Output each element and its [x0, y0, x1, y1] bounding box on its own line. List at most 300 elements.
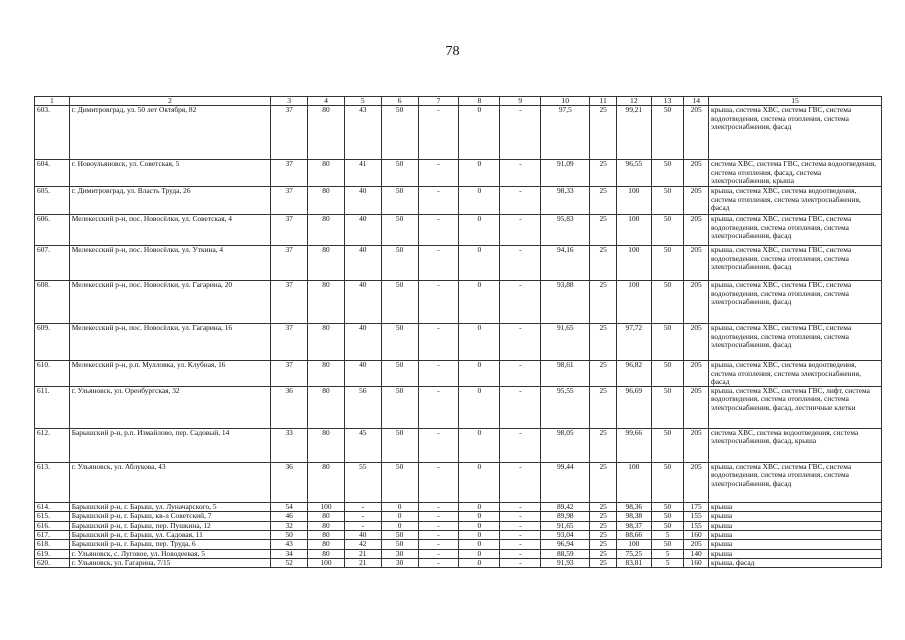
table-row	[35, 215, 882, 246]
value-cell: 97,5	[541, 106, 590, 160]
value-cell: 25	[590, 463, 617, 503]
value-cell: 88,59	[541, 549, 590, 558]
table-row	[35, 531, 882, 540]
table-row	[35, 521, 882, 530]
value-cell: 80	[308, 281, 345, 324]
works-cell: крыша, система ХВС, система ГВС, система водоотведения, система отопления, система электроснабжения, фасад	[708, 281, 881, 324]
value-cell: 80	[308, 387, 345, 429]
value-cell: -	[418, 246, 459, 281]
value-cell: 155	[684, 521, 709, 530]
column-header: 7	[418, 97, 459, 106]
address-cell: г. Ульяновск, ул. Аблукова, 43	[69, 463, 271, 503]
value-cell: -	[500, 540, 541, 549]
value-cell: -	[418, 106, 459, 160]
address-cell: г. Димитровград, ул. 50 лет Октября, 82	[69, 106, 271, 160]
value-cell: 5	[651, 549, 684, 558]
value-cell: 80	[308, 512, 345, 521]
value-cell: 99,66	[616, 429, 651, 463]
value-cell: 140	[684, 549, 709, 558]
value-cell: 100	[616, 215, 651, 246]
value-cell: -	[418, 361, 459, 387]
value-cell: 96,69	[616, 387, 651, 429]
works-cell: крыша, система ХВС, система ГВС, система водоотведения, система отопления, система электроснабжения, фасад	[708, 106, 881, 160]
value-cell: 91,65	[541, 521, 590, 530]
value-cell: 50	[651, 387, 684, 429]
value-cell: 94,16	[541, 246, 590, 281]
value-cell: 80	[308, 521, 345, 530]
address-cell: Мелекесский р-н, пос. Новосёлки, ул. Советская, 4	[69, 215, 271, 246]
value-cell: 0	[459, 106, 500, 160]
value-cell: -	[500, 281, 541, 324]
value-cell: 0	[459, 281, 500, 324]
table-row	[35, 246, 882, 281]
value-cell: 80	[308, 246, 345, 281]
value-cell: 50	[381, 531, 418, 540]
value-cell: 25	[590, 246, 617, 281]
value-cell: 37	[271, 215, 308, 246]
table-row	[35, 463, 882, 503]
value-cell: 25	[590, 106, 617, 160]
value-cell: 100	[616, 463, 651, 503]
value-cell: 40	[344, 324, 381, 361]
value-cell: 50	[651, 215, 684, 246]
value-cell: 0	[459, 503, 500, 512]
table-row	[35, 503, 882, 512]
value-cell: 25	[590, 429, 617, 463]
value-cell: 205	[684, 361, 709, 387]
value-cell: -	[500, 215, 541, 246]
value-cell: -	[418, 281, 459, 324]
row-number: 605.	[35, 187, 70, 215]
value-cell: 50	[381, 540, 418, 549]
value-cell: 100	[616, 540, 651, 549]
table-row	[35, 512, 882, 521]
works-cell: крыша	[708, 503, 881, 512]
row-number: 617.	[35, 531, 70, 540]
value-cell: 50	[651, 106, 684, 160]
row-number: 618.	[35, 540, 70, 549]
register-table	[34, 96, 882, 568]
value-cell: 30	[381, 549, 418, 558]
value-cell: 50	[651, 324, 684, 361]
value-cell: 100	[616, 281, 651, 324]
value-cell: 21	[344, 549, 381, 558]
value-cell: 80	[308, 531, 345, 540]
value-cell: 160	[684, 531, 709, 540]
value-cell: -	[418, 540, 459, 549]
value-cell: 25	[590, 521, 617, 530]
value-cell: 80	[308, 215, 345, 246]
row-number: 603.	[35, 106, 70, 160]
value-cell: 36	[271, 387, 308, 429]
value-cell: -	[418, 215, 459, 246]
row-number: 608.	[35, 281, 70, 324]
table-row	[35, 429, 882, 463]
value-cell: 0	[459, 512, 500, 521]
value-cell: -	[344, 521, 381, 530]
value-cell: 50	[651, 503, 684, 512]
value-cell: 25	[590, 361, 617, 387]
row-number: 610.	[35, 361, 70, 387]
value-cell: 25	[590, 160, 617, 187]
works-cell: крыша, система ХВС, система ГВС, система водоотведения, система отопления, система электроснабжения, фасад	[708, 246, 881, 281]
column-header: 2	[69, 97, 271, 106]
value-cell: 25	[590, 281, 617, 324]
value-cell: 0	[459, 246, 500, 281]
column-header: 4	[308, 97, 345, 106]
value-cell: -	[500, 549, 541, 558]
value-cell: 205	[684, 215, 709, 246]
value-cell: 50	[271, 531, 308, 540]
value-cell: 25	[590, 215, 617, 246]
value-cell: 98,38	[616, 512, 651, 521]
works-cell: крыша, система ХВС, система ГВС, система водоотведения, система отопления, система электроснабжения, фасад	[708, 463, 881, 503]
value-cell: 37	[271, 160, 308, 187]
value-cell: 25	[590, 531, 617, 540]
value-cell: 99,44	[541, 463, 590, 503]
row-number: 614.	[35, 503, 70, 512]
value-cell: -	[500, 106, 541, 160]
value-cell: 75,25	[616, 549, 651, 558]
value-cell: 25	[590, 512, 617, 521]
value-cell: 0	[459, 160, 500, 187]
column-header: 10	[541, 97, 590, 106]
value-cell: 96,82	[616, 361, 651, 387]
value-cell: -	[418, 429, 459, 463]
value-cell: 89,42	[541, 503, 590, 512]
value-cell: 97,72	[616, 324, 651, 361]
value-cell: 0	[459, 531, 500, 540]
address-cell: Барышский р-н, р.п. Измайлово, пер. Садовый, 14	[69, 429, 271, 463]
address-cell: Мелекесский р-н, р.п. Мулловка, ул. Клубная, 16	[69, 361, 271, 387]
works-cell: крыша, система ХВС, система ГВС, лифт, система водоотведения, система отопления, система электроснабжения, фасад, лестничные клетки	[708, 387, 881, 429]
value-cell: 80	[308, 361, 345, 387]
value-cell: -	[418, 512, 459, 521]
value-cell: 205	[684, 324, 709, 361]
works-cell: крыша, система ХВС, система ГВС, система водоотведения, система отопления, система электроснабжения, фасад	[708, 215, 881, 246]
value-cell: 100	[308, 558, 345, 567]
value-cell: 54	[271, 503, 308, 512]
value-cell: 205	[684, 429, 709, 463]
column-header: 6	[381, 97, 418, 106]
value-cell: 50	[381, 246, 418, 281]
address-cell: г. Ульяновск, ул. Гагарина, 7/15	[69, 558, 271, 567]
row-number: 607.	[35, 246, 70, 281]
value-cell: 0	[459, 187, 500, 215]
value-cell: 40	[344, 215, 381, 246]
value-cell: 98,05	[541, 429, 590, 463]
value-cell: 99,21	[616, 106, 651, 160]
value-cell: 205	[684, 387, 709, 429]
value-cell: 93,04	[541, 531, 590, 540]
value-cell: -	[500, 503, 541, 512]
value-cell: 50	[381, 106, 418, 160]
value-cell: 80	[308, 187, 345, 215]
value-cell: 25	[590, 324, 617, 361]
value-cell: 80	[308, 429, 345, 463]
value-cell: -	[418, 187, 459, 215]
value-cell: 50	[381, 160, 418, 187]
value-cell: 50	[651, 512, 684, 521]
value-cell: 83,81	[616, 558, 651, 567]
value-cell: 52	[271, 558, 308, 567]
value-cell: 50	[651, 246, 684, 281]
value-cell: 25	[590, 187, 617, 215]
value-cell: 37	[271, 361, 308, 387]
value-cell: 36	[271, 463, 308, 503]
value-cell: 50	[651, 160, 684, 187]
value-cell: 50	[651, 463, 684, 503]
value-cell: -	[418, 558, 459, 567]
value-cell: 88,66	[616, 531, 651, 540]
works-cell: крыша	[708, 540, 881, 549]
value-cell: -	[418, 324, 459, 361]
value-cell: 40	[344, 281, 381, 324]
works-cell: крыша, система ХВС, система водоотведения, система отопления, система электроснабжения, фасад	[708, 361, 881, 387]
value-cell: 25	[590, 387, 617, 429]
value-cell: 89,98	[541, 512, 590, 521]
value-cell: 25	[590, 503, 617, 512]
works-cell: крыша	[708, 531, 881, 540]
value-cell: 43	[271, 540, 308, 549]
value-cell: 95,55	[541, 387, 590, 429]
value-cell: 0	[459, 558, 500, 567]
works-cell: крыша, фасад	[708, 558, 881, 567]
column-header: 5	[344, 97, 381, 106]
table-row	[35, 540, 882, 549]
row-number: 611.	[35, 387, 70, 429]
column-header: 13	[651, 97, 684, 106]
value-cell: -	[418, 503, 459, 512]
value-cell: -	[500, 160, 541, 187]
value-cell: 0	[459, 429, 500, 463]
value-cell: 40	[344, 531, 381, 540]
address-cell: Барышский р-н, г. Барыш, кв-л Советский, 7	[69, 512, 271, 521]
value-cell: 0	[459, 521, 500, 530]
address-cell: Барышский р-н, г. Барыш, пер. Пушкина, 12	[69, 521, 271, 530]
table-row	[35, 361, 882, 387]
value-cell: 205	[684, 187, 709, 215]
value-cell: 80	[308, 540, 345, 549]
value-cell: 30	[381, 558, 418, 567]
value-cell: -	[500, 558, 541, 567]
value-cell: 43	[344, 106, 381, 160]
table-row	[35, 324, 882, 361]
value-cell: -	[418, 531, 459, 540]
value-cell: 50	[381, 429, 418, 463]
value-cell: -	[418, 160, 459, 187]
table-row	[35, 106, 882, 160]
value-cell: -	[500, 361, 541, 387]
address-cell: Мелекесский р-н, пос. Новосёлки, ул. Гагарина, 20	[69, 281, 271, 324]
value-cell: 0	[381, 521, 418, 530]
value-cell: 98,61	[541, 361, 590, 387]
value-cell: -	[500, 463, 541, 503]
value-cell: 98,37	[616, 521, 651, 530]
value-cell: 37	[271, 281, 308, 324]
value-cell: -	[418, 463, 459, 503]
value-cell: -	[500, 324, 541, 361]
works-cell: крыша, система ХВС, система водоотведения, система отопления, система электроснабжения, фасад	[708, 187, 881, 215]
value-cell: 0	[459, 361, 500, 387]
address-cell: Барышский р-н, г. Барыш, ул. Садовая, 11	[69, 531, 271, 540]
value-cell: 50	[381, 324, 418, 361]
value-cell: 41	[344, 160, 381, 187]
value-cell: 34	[271, 549, 308, 558]
works-cell: система ХВС, система водоотведения, система электроснабжения, фасад, крыша	[708, 429, 881, 463]
value-cell: 80	[308, 463, 345, 503]
value-cell: -	[500, 512, 541, 521]
value-cell: -	[500, 387, 541, 429]
value-cell: 0	[459, 215, 500, 246]
value-cell: 205	[684, 281, 709, 324]
works-cell: крыша	[708, 521, 881, 530]
value-cell: 25	[590, 558, 617, 567]
value-cell: 205	[684, 160, 709, 187]
value-cell: 80	[308, 160, 345, 187]
value-cell: 50	[651, 281, 684, 324]
address-cell: Мелекесский р-н, пос. Новосёлки, ул. Гагарина, 16	[69, 324, 271, 361]
value-cell: 175	[684, 503, 709, 512]
value-cell: 205	[684, 246, 709, 281]
column-header: 3	[271, 97, 308, 106]
value-cell: 42	[344, 540, 381, 549]
value-cell: 50	[381, 215, 418, 246]
value-cell: 96,55	[616, 160, 651, 187]
value-cell: 5	[651, 531, 684, 540]
address-cell: г. Димитровград, ул. Власть Труда, 26	[69, 187, 271, 215]
value-cell: 0	[381, 512, 418, 521]
value-cell: -	[500, 429, 541, 463]
value-cell: 95,83	[541, 215, 590, 246]
address-cell: Мелекесский р-н, пос. Новосёлки, ул. Уткина, 4	[69, 246, 271, 281]
value-cell: 50	[381, 463, 418, 503]
works-cell: система ХВС, система ГВС, система водоотведения, система отопления, фасад, система электроснабжения, крыша	[708, 160, 881, 187]
column-header: 12	[616, 97, 651, 106]
value-cell: 40	[344, 361, 381, 387]
value-cell: 98,36	[616, 503, 651, 512]
table-body	[35, 97, 882, 568]
column-header: 11	[590, 97, 617, 106]
value-cell: 98,33	[541, 187, 590, 215]
address-cell: Барышский р-н, г. Барыш, ул. Луначарского, 5	[69, 503, 271, 512]
row-number: 619.	[35, 549, 70, 558]
row-number: 609.	[35, 324, 70, 361]
value-cell: 45	[344, 429, 381, 463]
value-cell: 0	[459, 387, 500, 429]
value-cell: 40	[344, 187, 381, 215]
value-cell: 0	[459, 549, 500, 558]
value-cell: 32	[271, 521, 308, 530]
value-cell: 205	[684, 106, 709, 160]
value-cell: -	[344, 512, 381, 521]
value-cell: -	[418, 549, 459, 558]
value-cell: 0	[459, 540, 500, 549]
address-cell: г. Ульяновск, ул. Оренбургская, 32	[69, 387, 271, 429]
value-cell: 55	[344, 463, 381, 503]
column-header: 15	[708, 97, 881, 106]
value-cell: 21	[344, 558, 381, 567]
value-cell: 46	[271, 512, 308, 521]
value-cell: 50	[381, 361, 418, 387]
value-cell: 100	[616, 187, 651, 215]
value-cell: 25	[590, 540, 617, 549]
address-cell: г. Новоульяновск, ул. Советская, 5	[69, 160, 271, 187]
table-row	[35, 187, 882, 215]
value-cell: 33	[271, 429, 308, 463]
value-cell: 80	[308, 106, 345, 160]
value-cell: 0	[459, 463, 500, 503]
value-cell: -	[500, 521, 541, 530]
value-cell: 50	[651, 521, 684, 530]
column-header: 8	[459, 97, 500, 106]
table-row	[35, 281, 882, 324]
value-cell: -	[500, 246, 541, 281]
value-cell: 91,93	[541, 558, 590, 567]
works-cell: крыша	[708, 512, 881, 521]
value-cell: 100	[616, 246, 651, 281]
value-cell: 91,09	[541, 160, 590, 187]
value-cell: 50	[651, 361, 684, 387]
value-cell: 56	[344, 387, 381, 429]
value-cell: 0	[381, 503, 418, 512]
works-cell: крыша	[708, 549, 881, 558]
table-row	[35, 549, 882, 558]
value-cell: 50	[381, 281, 418, 324]
value-cell: 155	[684, 512, 709, 521]
value-cell: 50	[651, 429, 684, 463]
value-cell: 0	[459, 324, 500, 361]
value-cell: 205	[684, 540, 709, 549]
value-cell: -	[500, 531, 541, 540]
value-cell: -	[500, 187, 541, 215]
value-cell: 50	[651, 540, 684, 549]
value-cell: 37	[271, 187, 308, 215]
value-cell: 100	[308, 503, 345, 512]
value-cell: 80	[308, 549, 345, 558]
works-cell: крыша, система ХВС, система ГВС, система водоотведения, система отопления, система электроснабжения, фасад	[708, 324, 881, 361]
value-cell: 37	[271, 246, 308, 281]
value-cell: 91,65	[541, 324, 590, 361]
value-cell: 40	[344, 246, 381, 281]
column-header-row	[35, 97, 882, 106]
column-header: 9	[500, 97, 541, 106]
table-row	[35, 387, 882, 429]
row-number: 613.	[35, 463, 70, 503]
row-number: 620.	[35, 558, 70, 567]
table-row	[35, 160, 882, 187]
column-header: 1	[35, 97, 70, 106]
row-number: 615.	[35, 512, 70, 521]
row-number: 612.	[35, 429, 70, 463]
value-cell: 25	[590, 549, 617, 558]
value-cell: 50	[381, 387, 418, 429]
column-header: 14	[684, 97, 709, 106]
value-cell: -	[418, 387, 459, 429]
row-number: 604.	[35, 160, 70, 187]
address-cell: Барышский р-н, г. Барыш, пер. Труда, 6	[69, 540, 271, 549]
value-cell: 37	[271, 106, 308, 160]
value-cell: 80	[308, 324, 345, 361]
value-cell: 50	[651, 187, 684, 215]
address-cell: г. Ульяновск, с. Луговое, ул. Новодеевая, 5	[69, 549, 271, 558]
value-cell: 160	[684, 558, 709, 567]
value-cell: 96,94	[541, 540, 590, 549]
row-number: 606.	[35, 215, 70, 246]
value-cell: -	[418, 521, 459, 530]
page-number: 78	[445, 44, 460, 59]
value-cell: 93,88	[541, 281, 590, 324]
